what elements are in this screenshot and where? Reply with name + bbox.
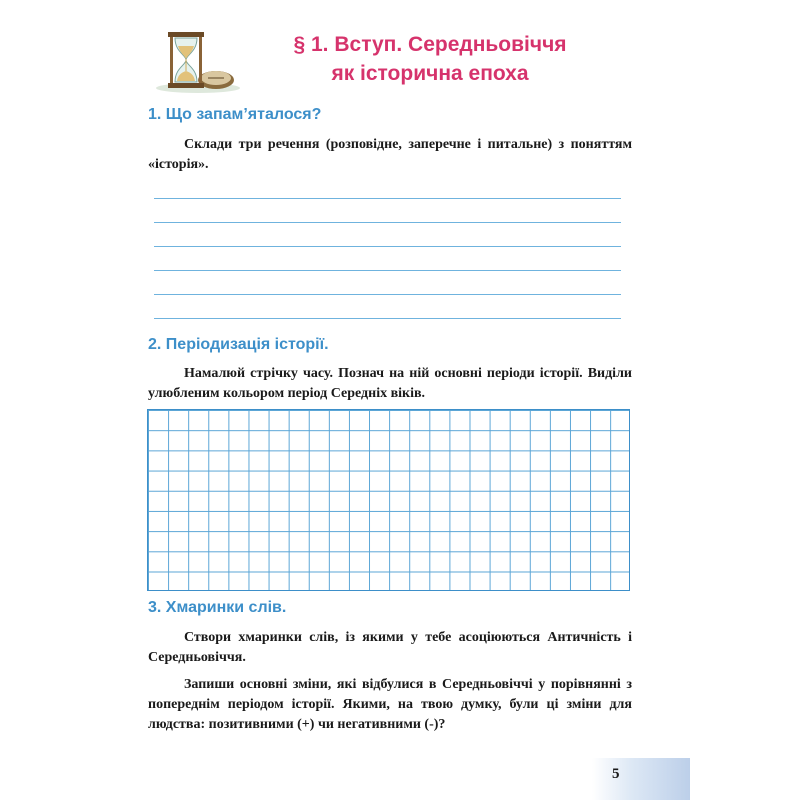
section-3-task-2: Запиши основні зміни, які відбулися в Середньовіччі у порівнянні з попереднім періодом історії. Якими, на твою думку, були ці зміни для людства: позитивними (+) чи негативними (-)?	[148, 677, 632, 732]
section-2-heading: 2. Періодизація історії.	[148, 336, 329, 353]
answer-line[interactable]	[154, 222, 621, 223]
answer-line[interactable]	[154, 198, 621, 199]
section-3-heading: 3. Хмаринки слів.	[148, 599, 287, 616]
hourglass-compass-icon	[150, 28, 242, 94]
title-line-1: § 1. Вступ. Середньовіччя	[293, 33, 567, 56]
answer-line[interactable]	[154, 270, 621, 271]
title-line-2: як історична епоха	[331, 62, 529, 85]
section-3-task-1: Створи хмаринки слів, із якими у тебе асоціюються Античність і Середньовіччя.	[148, 630, 632, 665]
page-number: 5	[612, 766, 620, 782]
page-number-tab	[592, 758, 690, 800]
page-title	[250, 30, 610, 88]
answer-line[interactable]	[154, 294, 621, 295]
section-2-task: Намалюй стрічку часу. Познач на ній основні періоди історії. Виділи улюбленим кольором період Середніх віків.	[148, 366, 632, 401]
section-1-heading: 1. Що запам’яталося?	[148, 106, 322, 123]
section-1-task: Склади три речення (розповідне, заперечне і питальне) з поняттям «історія».	[148, 137, 632, 172]
answer-line[interactable]	[154, 246, 621, 247]
answer-line[interactable]	[154, 318, 621, 319]
timeline-grid[interactable]	[147, 409, 630, 591]
